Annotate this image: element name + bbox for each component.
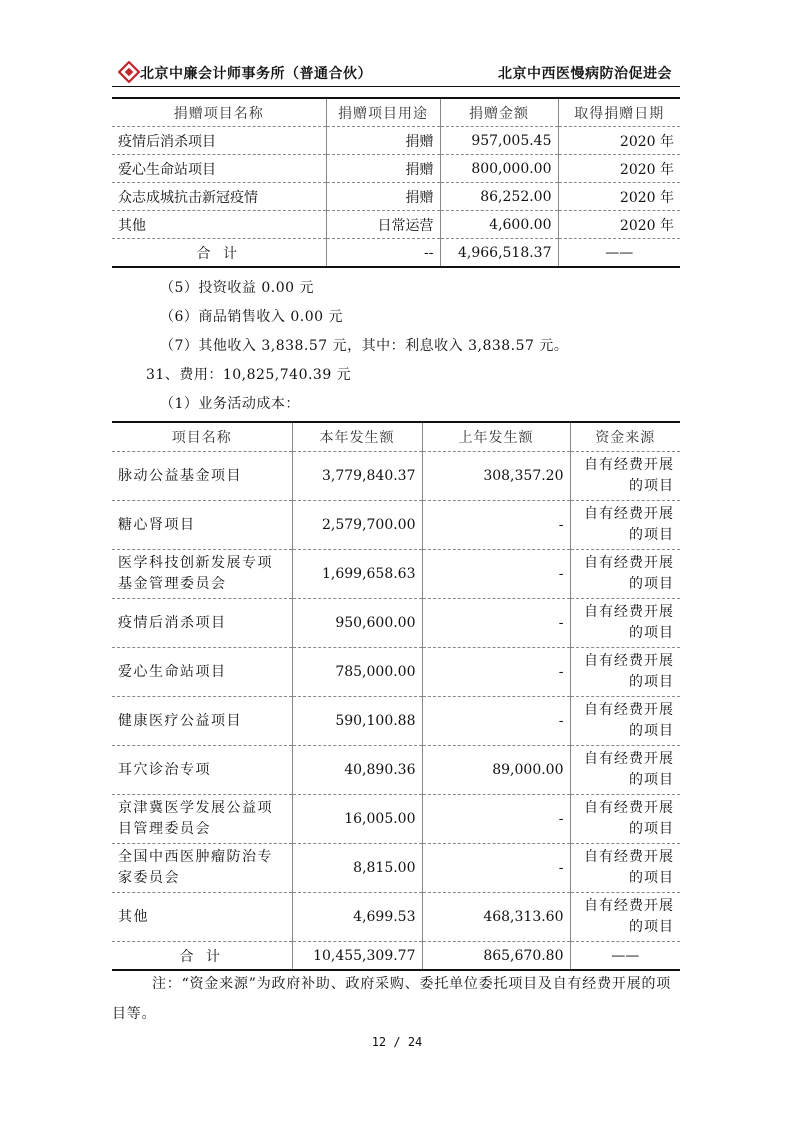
sales-income-text: （6）商品销售收入 0.00 元	[160, 309, 343, 325]
prior-year-amount: -	[422, 550, 570, 599]
funding-source: 自有经费开展的项目	[570, 599, 680, 648]
firm-name: 北京中廉会计师事务所（普通合伙）	[140, 66, 372, 82]
project-name: 京津冀医学发展公益项目管理委员会	[112, 795, 292, 844]
current-year-amount: 590,100.88	[292, 697, 422, 746]
table-row	[112, 183, 680, 211]
donation-project-name: 爱心生命站项目	[112, 155, 326, 183]
table-row	[112, 155, 680, 183]
funding-source-note: 注：“资金来源”为政府补助、政府采购、委托单位委托项目及自有经费开展的项目等。	[112, 976, 672, 1022]
donation-date: 2020 年	[558, 183, 680, 211]
current-year-amount: 785,000.00	[292, 648, 422, 697]
current-year-amount: 2,579,700.00	[292, 501, 422, 550]
donation-purpose: 捐赠	[326, 127, 440, 155]
table-row	[112, 844, 680, 893]
project-name: 耳穴诊治专项	[112, 746, 292, 795]
column-header: 捐赠项目名称	[173, 105, 264, 122]
project-name: 爱心生命站项目	[112, 648, 292, 697]
funding-source: 自有经费开展的项目	[570, 893, 680, 942]
prior-year-amount: -	[422, 795, 570, 844]
donation-date: 2020 年	[558, 211, 680, 239]
table-total-row	[112, 942, 680, 971]
project-name: 健康医疗公益项目	[112, 697, 292, 746]
donation-project-name: 众志成城抗击新冠疫情	[112, 183, 326, 211]
prior-year-amount: -	[422, 697, 570, 746]
table-row	[112, 648, 680, 697]
column-header: 捐赠项目用途	[326, 98, 440, 127]
total-label: 合 计	[112, 239, 326, 268]
project-name: 其他	[112, 893, 292, 942]
column-header: 取得捐赠日期	[558, 98, 680, 127]
current-year-amount: 4,699.53	[292, 893, 422, 942]
client-name: 北京中西医慢病防治促进会	[498, 66, 672, 82]
donation-project-name: 其他	[112, 211, 326, 239]
project-name: 疫情后消杀项目	[112, 599, 292, 648]
project-name: 医学科技创新发展专项基金管理委员会	[112, 550, 292, 599]
donation-amount: 957,005.45	[440, 127, 558, 155]
table-row	[112, 452, 680, 501]
current-year-amount: 1,699,658.63	[292, 550, 422, 599]
column-header: 本年发生额	[292, 422, 422, 452]
column-header: 捐赠金额	[440, 98, 558, 127]
funding-source: 自有经费开展的项目	[570, 550, 680, 599]
table-row	[112, 746, 680, 795]
current-year-amount: 8,815.00	[292, 844, 422, 893]
table-row	[112, 599, 680, 648]
project-name: 糖心肾项目	[112, 501, 292, 550]
funding-source: 自有经费开展的项目	[570, 648, 680, 697]
table-row	[112, 127, 680, 155]
table-row	[112, 795, 680, 844]
page-header	[112, 60, 680, 87]
expenses-heading: 31、费用：10,825,740.39 元	[146, 367, 352, 383]
project-name: 脉动公益基金项目	[112, 452, 292, 501]
donation-date: 2020 年	[558, 127, 680, 155]
total-purpose: --	[326, 239, 440, 268]
funding-source: 自有经费开展的项目	[570, 844, 680, 893]
prior-year-amount: -	[422, 844, 570, 893]
table-row	[112, 550, 680, 599]
column-header: 上年发生额	[422, 422, 570, 452]
current-year-amount: 950,600.00	[292, 599, 422, 648]
donation-project-name: 疫情后消杀项目	[112, 127, 326, 155]
activity-cost-table	[112, 421, 680, 971]
total-date: ——	[558, 239, 680, 268]
table-header-row	[112, 422, 680, 452]
donation-amount: 4,600.00	[440, 211, 558, 239]
table-row	[112, 501, 680, 550]
prior-year-amount: -	[422, 599, 570, 648]
donation-purpose: 捐赠	[326, 155, 440, 183]
prior-year-amount: 308,357.20	[422, 452, 570, 501]
current-year-amount: 40,890.36	[292, 746, 422, 795]
funding-source: 自有经费开展的项目	[570, 746, 680, 795]
donation-purpose: 捐赠	[326, 183, 440, 211]
funding-source: 自有经费开展的项目	[570, 452, 680, 501]
donation-amount: 86,252.00	[440, 183, 558, 211]
table-row	[112, 211, 680, 239]
table-total-row	[112, 239, 680, 268]
column-header: 资金来源	[570, 422, 680, 452]
donation-amount: 800,000.00	[440, 155, 558, 183]
funding-source: 自有经费开展的项目	[570, 501, 680, 550]
prior-year-amount: 89,000.00	[422, 746, 570, 795]
prior-year-amount: -	[422, 501, 570, 550]
table-row	[112, 697, 680, 746]
total-current-year: 10,455,309.77	[292, 942, 422, 971]
donation-date: 2020 年	[558, 155, 680, 183]
donation-table	[112, 97, 680, 268]
funding-source: 自有经费开展的项目	[570, 697, 680, 746]
table-row	[112, 893, 680, 942]
investment-income-text: （5）投资收益 0.00 元	[160, 280, 314, 296]
firm-logo-icon	[118, 61, 140, 83]
page-number: 12 / 24	[371, 1035, 423, 1049]
current-year-amount: 16,005.00	[292, 795, 422, 844]
current-year-amount: 3,779,840.37	[292, 452, 422, 501]
activity-cost-heading: （1）业务活动成本：	[160, 396, 300, 412]
total-amount: 4,966,518.37	[440, 239, 558, 268]
project-name: 全国中西医肿瘤防治专家委员会	[112, 844, 292, 893]
total-label: 合 计	[112, 942, 292, 971]
prior-year-amount: -	[422, 648, 570, 697]
other-income-text: （7）其他收入 3,838.57 元，其中：利息收入 3,838.57 元。	[160, 338, 569, 354]
funding-source: 自有经费开展的项目	[570, 795, 680, 844]
prior-year-amount: 468,313.60	[422, 893, 570, 942]
donation-purpose: 日常运营	[326, 211, 440, 239]
total-source: ——	[570, 942, 680, 971]
total-prior-year: 865,670.80	[422, 942, 570, 971]
table-header-row	[112, 98, 680, 127]
column-header: 项目名称	[171, 430, 232, 446]
